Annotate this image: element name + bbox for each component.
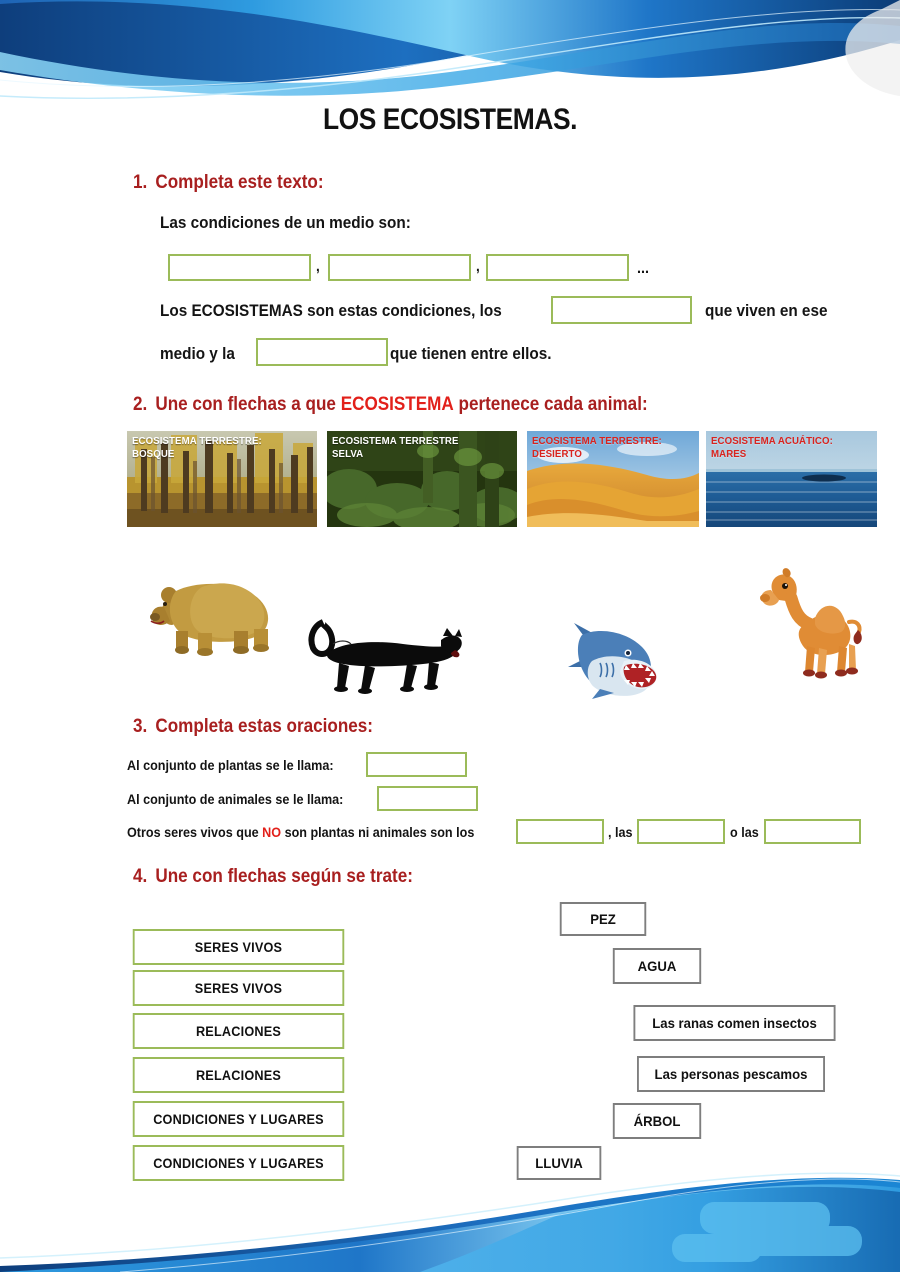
q2-title-highlight: ECOSISTEMA	[340, 394, 454, 415]
card-label-line1: ECOSISTEMA TERRESTRE:	[132, 435, 262, 447]
card-label-line1: ECOSISTEMA ACUÁTICO:	[711, 435, 833, 447]
q1-blank-2[interactable]	[328, 254, 471, 281]
card-label-line2: MARES	[711, 447, 747, 460]
q1-line3-part-b: que tienen entre ellos.	[390, 344, 552, 363]
q1-line2-part-a: Los ECOSISTEMAS son estas condiciones, los	[160, 301, 502, 320]
q1-blank-3[interactable]	[486, 254, 629, 281]
match-left-box-5[interactable]: CONDICIONES Y LUGARES	[133, 1101, 345, 1137]
ecosystem-card-selva[interactable]	[327, 431, 517, 527]
q1-separator-2: ,	[476, 258, 480, 275]
match-left-box-3[interactable]: RELACIONES	[133, 1013, 345, 1049]
q1-line3-part-a: medio y la	[160, 344, 235, 363]
q3-line3-text-a: Otros seres vivos que	[127, 824, 259, 840]
question-2-heading	[133, 394, 648, 416]
animal-panther[interactable]	[303, 600, 463, 695]
q3-line3-part-a	[127, 824, 474, 840]
q1-separator-1: ,	[316, 258, 320, 275]
card-label-line2: BOSQUE	[132, 447, 175, 460]
match-right-box-arbol[interactable]: ÁRBOL	[613, 1103, 701, 1139]
question-4-title: Une con flechas según se trate:	[155, 866, 413, 887]
match-left-box-4[interactable]: RELACIONES	[133, 1057, 345, 1093]
q1-blank-1[interactable]	[168, 254, 311, 281]
q3-line3-part-d: o las	[730, 824, 759, 840]
page-title: LOS ECOSISTEMAS.	[322, 103, 578, 136]
q3-blank-1[interactable]	[366, 752, 467, 777]
card-label-line1: ECOSISTEMA TERRESTRE:	[532, 435, 662, 447]
card-label-line2: SELVA	[332, 447, 364, 460]
q2-title-part-a: Une con flechas a que	[155, 394, 336, 415]
match-left-box-6[interactable]: CONDICIONES Y LUGARES	[133, 1145, 345, 1181]
question-4-number: 4.	[133, 866, 148, 887]
q1-ellipsis: ...	[637, 260, 650, 277]
match-left-box-1[interactable]: SERES VIVOS	[133, 929, 345, 965]
ecosystem-card-mares-label	[711, 435, 833, 461]
header-wave-decoration	[0, 0, 900, 108]
ecosystem-card-bosque[interactable]	[127, 431, 317, 527]
q3-blank-3[interactable]	[516, 819, 604, 844]
q1-blank-4[interactable]	[551, 296, 692, 324]
q3-line1-label: Al conjunto de plantas se le llama:	[127, 757, 334, 773]
question-3-number: 3.	[133, 716, 148, 737]
question-4-heading	[133, 866, 413, 888]
ecosystem-card-desierto[interactable]	[527, 431, 699, 527]
question-3-heading	[133, 716, 373, 738]
q3-line3-text-b: son plantas ni animales son los	[284, 824, 475, 840]
q3-blank-5[interactable]	[764, 819, 861, 844]
match-left-box-2[interactable]: SERES VIVOS	[133, 970, 345, 1006]
q1-line2-part-b: que viven en ese	[705, 301, 828, 320]
match-right-box-lluvia[interactable]: LLUVIA	[517, 1146, 602, 1180]
ecosystem-card-mares[interactable]	[706, 431, 877, 527]
q3-line2-label: Al conjunto de animales se le llama:	[127, 791, 344, 807]
animal-bear[interactable]	[142, 561, 282, 656]
q1-blank-5[interactable]	[256, 338, 388, 366]
ecosystem-card-selva-label	[332, 435, 459, 461]
q1-line1: Las condiciones de un medio son:	[160, 213, 411, 232]
q3-blank-4[interactable]	[637, 819, 725, 844]
q3-line3-part-c: , las	[608, 824, 633, 840]
q2-title-part-b: pertenece cada animal:	[458, 394, 648, 415]
match-right-box-personas[interactable]: Las personas pescamos	[637, 1056, 825, 1092]
question-1-heading	[133, 172, 324, 194]
match-right-box-agua[interactable]: AGUA	[613, 948, 701, 984]
card-label-line2: DESIERTO	[532, 447, 582, 460]
question-2-number: 2.	[133, 394, 148, 415]
question-1-title: Completa este texto:	[155, 172, 324, 193]
ecosystem-card-bosque-label	[132, 435, 262, 461]
ecosystem-card-desierto-label	[532, 435, 662, 461]
animal-shark[interactable]	[566, 605, 666, 705]
q3-line3-no: NO	[262, 824, 282, 840]
match-right-box-pez[interactable]: PEZ	[560, 902, 646, 936]
question-1-number: 1.	[133, 172, 148, 193]
match-right-box-ranas[interactable]: Las ranas comen insectos	[633, 1005, 835, 1041]
card-label-line1: ECOSISTEMA TERRESTRE	[332, 435, 459, 447]
q3-blank-2[interactable]	[377, 786, 478, 811]
animal-camel[interactable]	[757, 566, 867, 681]
question-3-title: Completa estas oraciones:	[155, 716, 374, 737]
